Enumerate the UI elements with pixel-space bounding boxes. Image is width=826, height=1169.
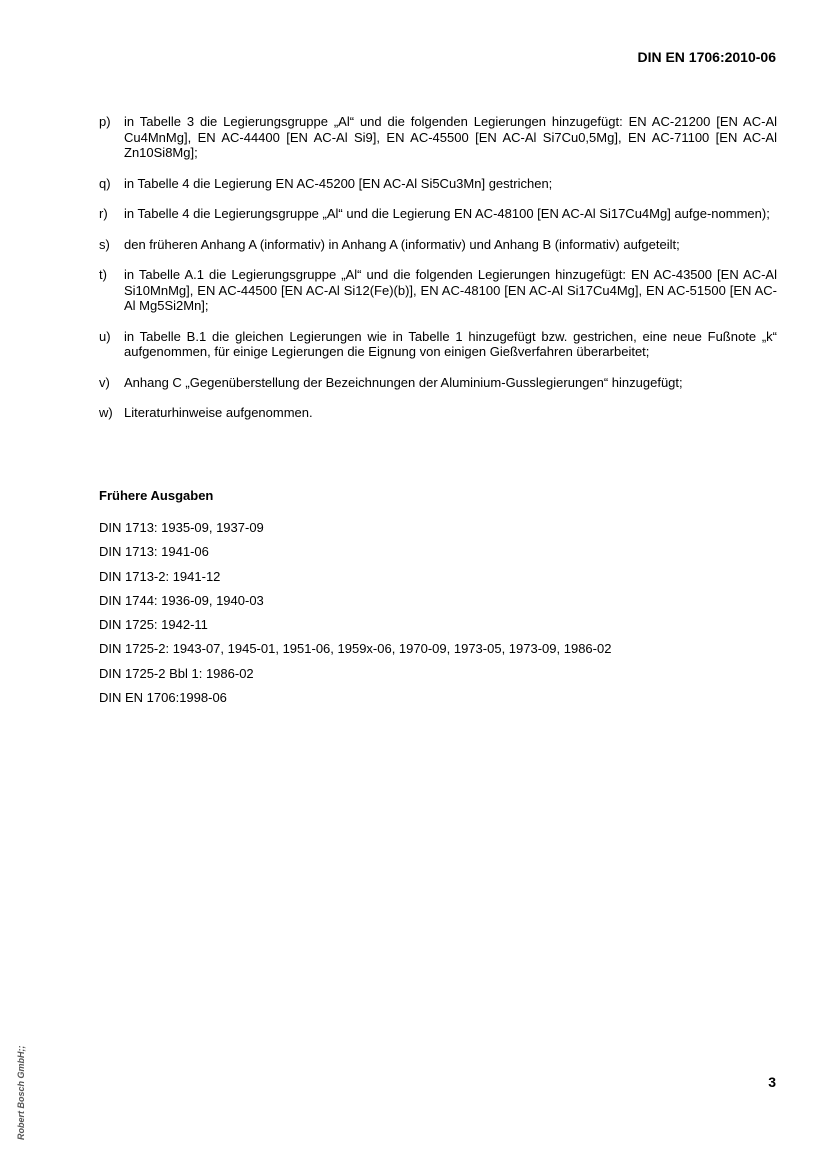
edition-item: DIN 1725-2 Bbl 1: 1986-02 (99, 665, 254, 681)
edition-item: DIN EN 1706:1998-06 (99, 690, 227, 706)
list-item (99, 329, 777, 360)
list-item (99, 375, 777, 391)
item-text: Anhang C „Gegenüberstellung der Bezeichnungen der Aluminium-Gusslegierungen“ hinzugefügt; (124, 374, 683, 390)
item-label: r) (99, 206, 108, 221)
side-watermark: Robert Bosch GmbH;; (16, 1045, 26, 1140)
item-text: in Tabelle A.1 die Legierungsgruppe „Al“ und die folgenden Legierungen hinzugefügt: EN AC-43500 [EN AC-Al Si10MnMg], EN AC-44500 [EN AC-Al Si12(Fe)(b)], EN AC-48100 [EN AC-Al Si17Cu4Mg], EN AC-51500 [EN AC-Al Mg5Si2Mn]; (124, 267, 777, 313)
item-text: in Tabelle 4 die Legierung EN AC-45200 [EN AC-Al Si5Cu3Mn] gestrichen; (124, 175, 553, 191)
edition-item: DIN 1725-2: 1943-07, 1945-01, 1951-06, 1959x-06, 1970-09, 1973-05, 1973-09, 1986-02 (99, 641, 612, 657)
item-label: p) (99, 114, 111, 129)
item-label: t) (99, 267, 107, 282)
page-number: 3 (768, 1074, 776, 1090)
list-item (99, 176, 777, 192)
item-label: q) (99, 175, 111, 191)
edition-item: DIN 1713-2: 1941-12 (99, 568, 221, 584)
edition-item: DIN 1725: 1942-11 (99, 617, 208, 633)
item-text: den früheren Anhang A (informativ) in Anhang A (informativ) und Anhang B (informativ) aufgeteilt; (124, 236, 680, 252)
list-item (99, 237, 777, 253)
item-label: v) (99, 374, 110, 390)
edition-item: DIN 1713: 1941-06 (99, 544, 209, 560)
list-item (99, 114, 777, 161)
list-item (99, 206, 777, 222)
changes-list (99, 114, 777, 436)
item-text: in Tabelle 3 die Legierungsgruppe „Al“ und die folgenden Legierungen hinzugefügt: EN AC-21200 [EN AC-Al Cu4MnMg], EN AC-44400 [EN AC-Al Si9], EN AC-45500 [EN AC-Al Si7Cu0,5Mg], EN AC-71100 [EN AC-Al Zn10Si8Mg]; (124, 114, 777, 160)
item-text: in Tabelle 4 die Legierungsgruppe „Al“ und die Legierung EN AC-48100 [EN AC-Al Si17Cu4Mg] aufge-nommen); (124, 206, 770, 221)
item-label: w) (99, 405, 113, 420)
list-item (99, 405, 777, 421)
list-item (99, 267, 777, 314)
item-label: s) (99, 236, 110, 252)
previous-editions-list (99, 520, 611, 714)
edition-item: DIN 1713: 1935-09, 1937-09 (99, 520, 264, 535)
previous-editions-title: Frühere Ausgaben (99, 488, 214, 503)
document-id: DIN EN 1706:2010-06 (637, 49, 776, 65)
item-text: Literaturhinweise aufgenommen. (124, 405, 313, 420)
item-text: in Tabelle B.1 die gleichen Legierungen wie in Tabelle 1 hinzugefügt bzw. gestrichen, eine neue Fußnote „k“ aufgenommen, für einige Legierungen die Eignung von einigen Gießverfahren überarbeitet; (124, 328, 777, 359)
item-label: u) (99, 328, 111, 344)
edition-item: DIN 1744: 1936-09, 1940-03 (99, 592, 264, 608)
